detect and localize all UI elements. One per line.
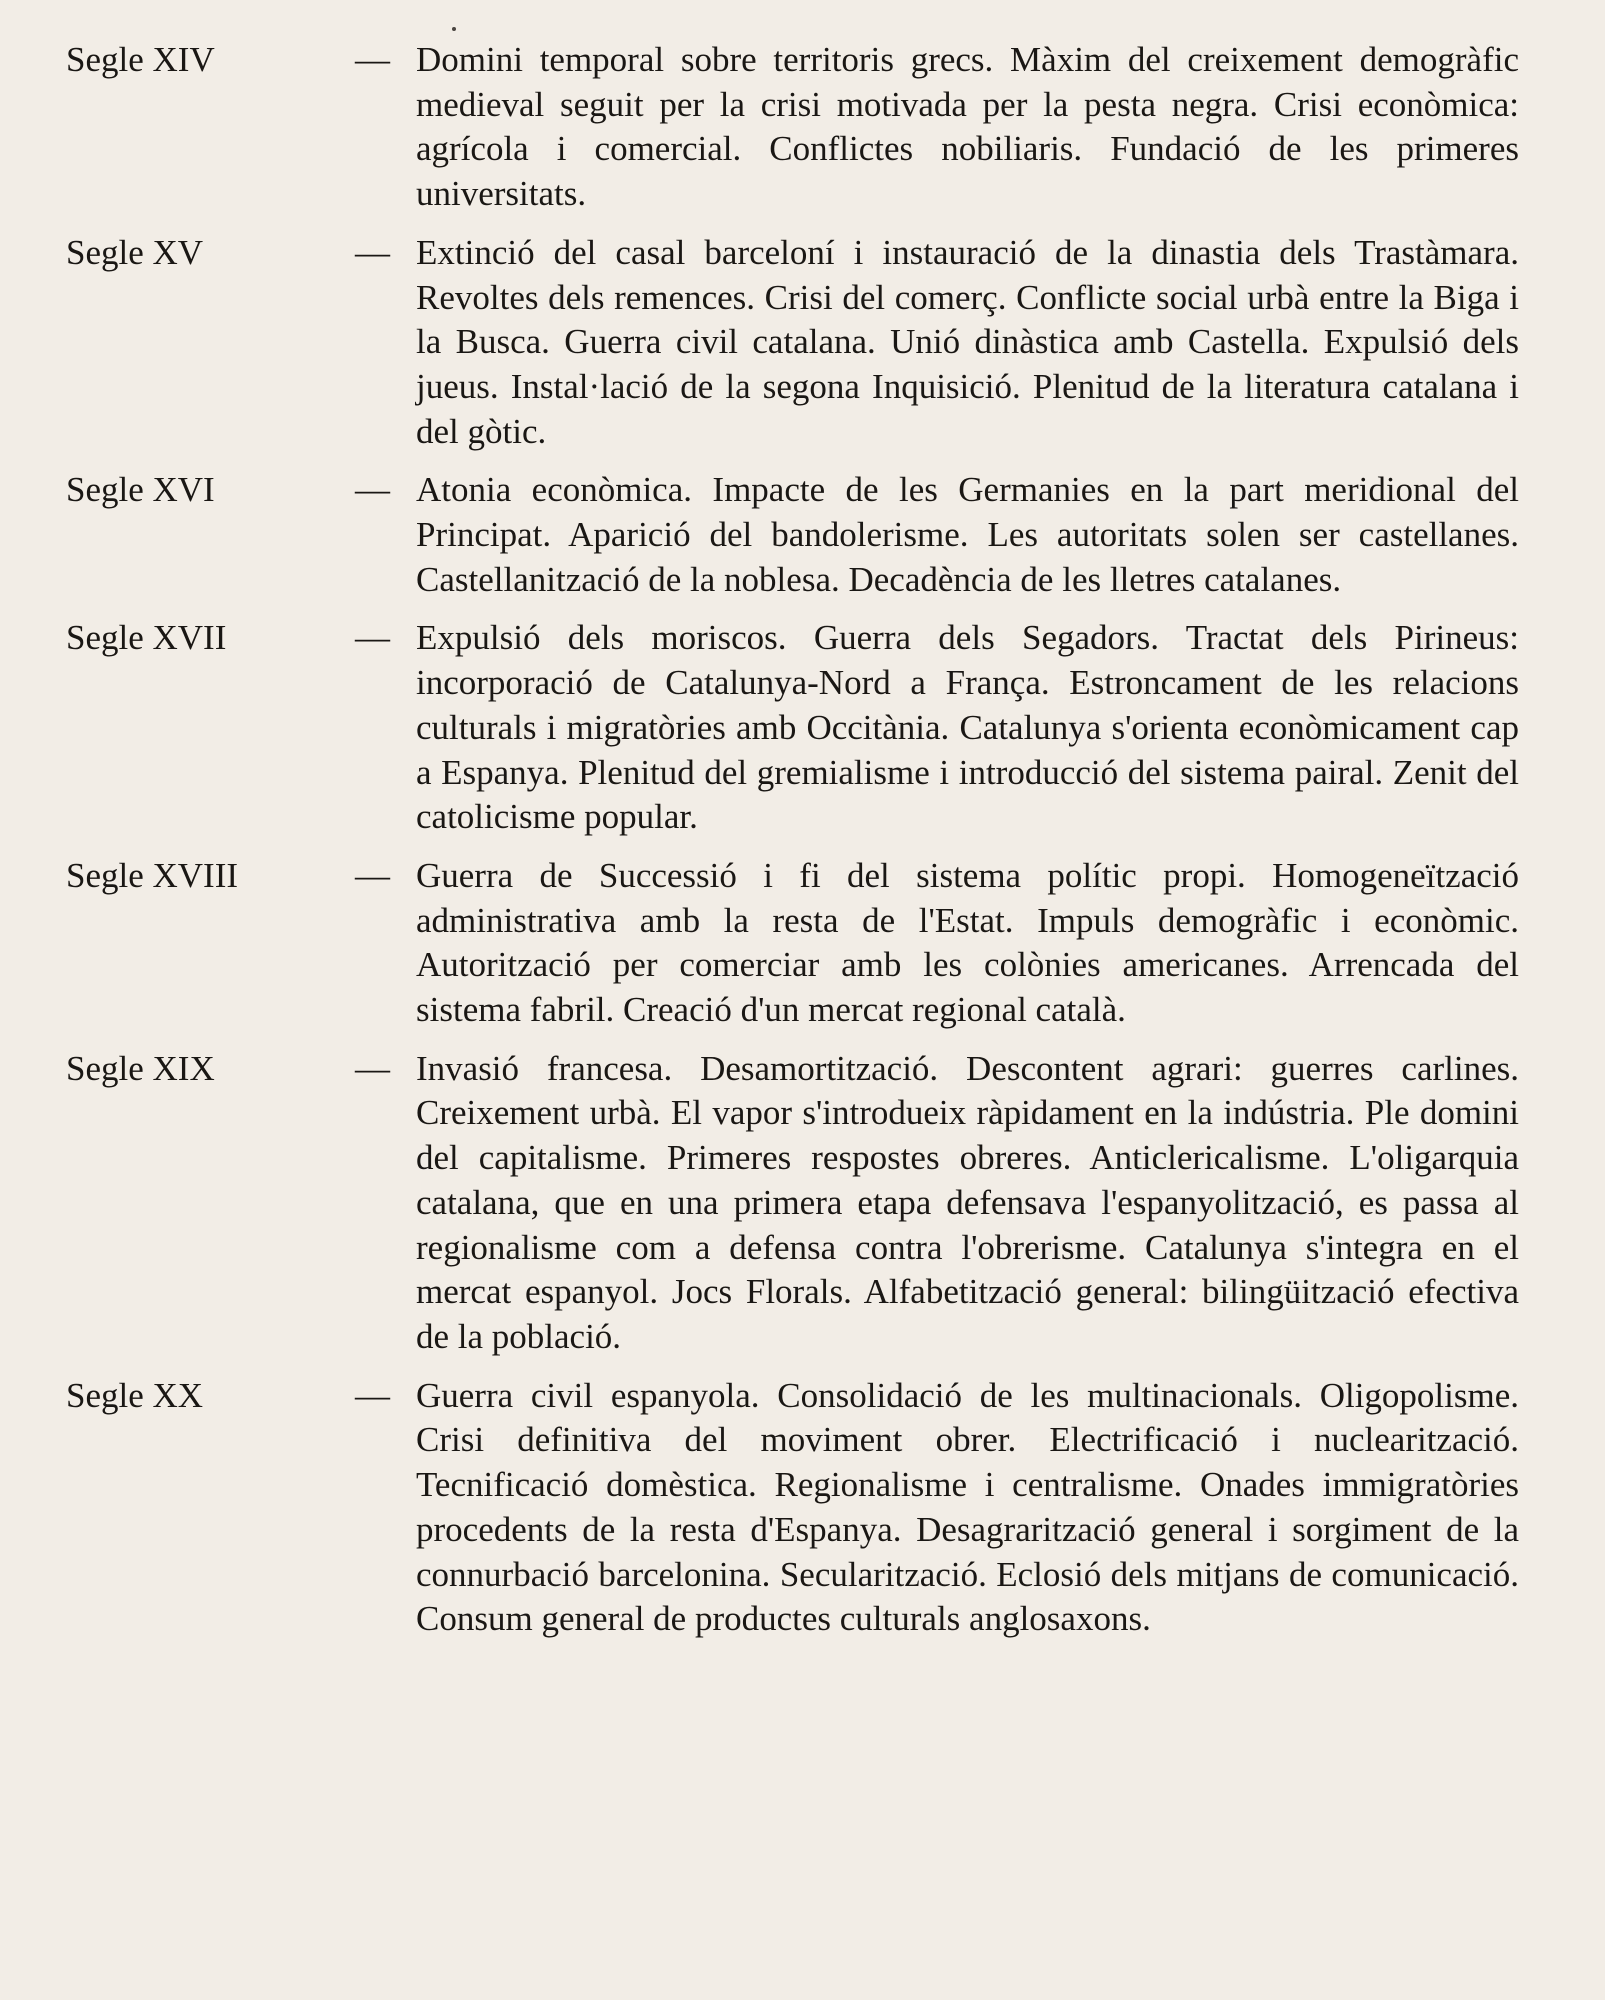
century-label: Segle XIX bbox=[66, 1048, 215, 1088]
entry-description: Expulsió dels moriscos. Guerra dels Segadors. Tractat dels Pirineus: incorporació de Catalunya-Nord a França. Estroncament de les relacions culturals i migratòries amb Occitània. Catalunya s'orienta econòmicament cap a Espanya. Plenitud del gremialisme i introducció del sistema pairal. Zenit del catolicisme popular. bbox=[416, 618, 1519, 837]
entry-description: Domini temporal sobre territoris grecs. Màxim del creixement demogràfic medieval seguit per la crisi motivada per la pesta negra. Crisi econòmica: agrícola i comercial. Conflictes nobiliaris. Fundació de les primeres universitats. bbox=[416, 40, 1519, 214]
century-label: Segle XVI bbox=[66, 470, 215, 510]
stray-dot bbox=[452, 27, 456, 31]
entry-description: Atonia econòmica. Impacte de les Germanies en la part meridional del Principat. Aparició del bandolerisme. Les autoritats solen ser castellanes. Castellanització de la noblesa. Decadència de les lletres catalanes. bbox=[416, 470, 1519, 599]
entry-description: Guerra civil espanyola. Consolidació de les multinacionals. Oligopolisme. Crisi definitiva del moviment obrer. Electrificació i nuclearització. Tecnificació domèstica. Regionalisme i centralisme. Onades immigratòries procedents de la resta d'Espanya. Desagrarització general i sorgiment de la connurbació barcelonina. Secularització. Eclosió dels mitjans de comunicació. Consum general de productes culturals anglosaxons. bbox=[416, 1375, 1519, 1639]
entry-dash: — bbox=[355, 40, 390, 79]
century-label: Segle XV bbox=[66, 232, 204, 272]
century-label: Segle XVII bbox=[66, 618, 227, 658]
chronology-entry-xv bbox=[0, 231, 1605, 455]
chronology-list bbox=[0, 38, 1605, 1656]
entry-description: Guerra de Successió i fi del sistema polític propi. Homogeneïtzació administrativa amb la resta de l'Estat. Impuls demogràfic i econòmic. Autorització per comerciar amb les colònies americanes. Arrencada del sistema fabril. Creació d'un mercat regional català. bbox=[416, 855, 1519, 1030]
chronology-entry-xiv bbox=[0, 38, 1605, 217]
century-label: Segle XX bbox=[66, 1375, 204, 1415]
entry-dash: — bbox=[355, 470, 390, 510]
entry-description: Invasió francesa. Desamortització. Descontent agrari: guerres carlines. Creixement urbà. El vapor s'introdueix ràpidament en la indústria. Ple domini del capitalisme. Primeres respostes obreres. Anticlericalisme. L'oligarquia catalana, que en una primera etapa defensava l'espanyolització, es passa al regionalisme com a defensa contra l'obrerisme. Catalunya s'integra en el mercat espanyol. Jocs Florals. Alfabetització general: bilingüització efectiva de la població. bbox=[416, 1048, 1519, 1356]
entry-dash: — bbox=[355, 1375, 390, 1415]
chronology-entry-xviii bbox=[0, 854, 1605, 1033]
entry-dash: — bbox=[355, 618, 390, 658]
entry-dash: — bbox=[355, 232, 390, 272]
chronology-entry-xvii bbox=[0, 616, 1605, 840]
chronology-entry-xx bbox=[0, 1374, 1605, 1642]
entry-dash: — bbox=[355, 855, 390, 895]
entry-description: Extinció del casal barceloní i instauració de la dinastia dels Trastàmara. Revoltes dels remences. Crisi del comerç. Conflicte social urbà entre la Biga i la Busca. Guerra civil catalana. Unió dinàstica amb Castella. Expulsió dels jueus. Instal·lació de la segona Inquisició. Plenitud de la literatura catalana i del gòtic. bbox=[416, 232, 1519, 451]
entry-dash: — bbox=[355, 1048, 390, 1088]
chronology-entry-xvi bbox=[0, 468, 1605, 602]
chronology-entry-xix bbox=[0, 1047, 1605, 1360]
century-label: Segle XVIII bbox=[66, 855, 239, 895]
century-label: Segle XIV bbox=[66, 40, 215, 79]
